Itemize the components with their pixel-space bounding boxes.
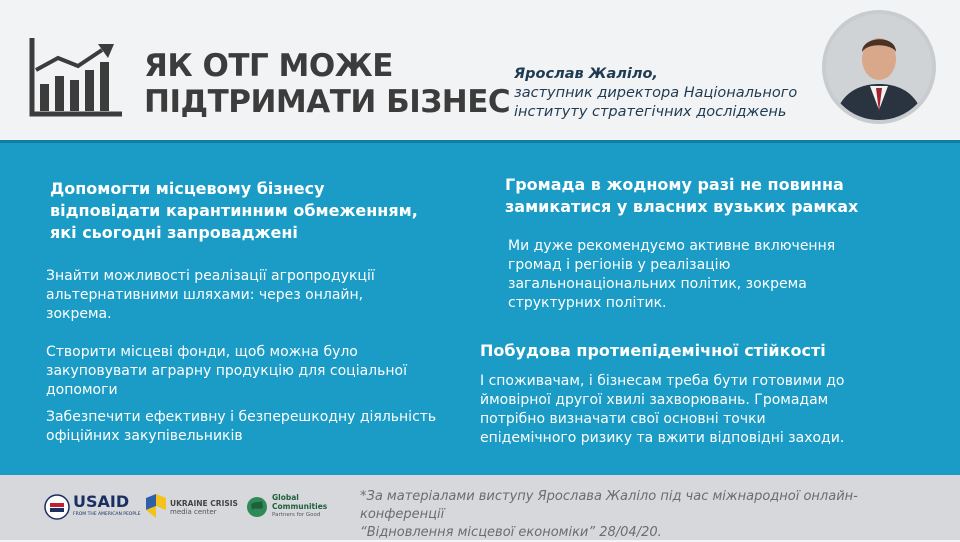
global-communities-logo bbox=[246, 493, 336, 523]
speaker-photo bbox=[822, 10, 936, 124]
usaid-seal-icon bbox=[44, 494, 70, 520]
page-title bbox=[144, 48, 510, 120]
usaid-subtext: FROM THE AMERICAN PEOPLE bbox=[73, 512, 141, 517]
uccm-logo bbox=[146, 494, 238, 522]
left-paragraph-1: Знайти можливості реалізації агропродукції альтернативними шляхами: через онлайн, зокрема. bbox=[46, 268, 375, 322]
left-heading: Допомогти місцевому бізнесу відповідати карантинним обмеженням, які сьогодні запроваджені bbox=[50, 179, 418, 242]
right-paragraph-1: Ми дуже рекомендуємо активне включення громад і регіонів у реалізацію загальнонаціональних політик, зокрема структурних політик. bbox=[508, 238, 836, 311]
speaker-role-2: інституту стратегічних досліджень bbox=[514, 104, 787, 120]
usaid-logo bbox=[44, 492, 141, 522]
gc-text-1: Global bbox=[272, 493, 299, 502]
left-paragraph-2: Створити місцеві фонди, щоб можна було закуповувати аграрну продукцію для соціальної допомоги bbox=[46, 344, 407, 398]
gc-text-2: Communities bbox=[272, 502, 328, 511]
globe-icon bbox=[246, 496, 268, 518]
uccm-shape-icon bbox=[146, 494, 166, 518]
portrait-icon bbox=[826, 14, 932, 120]
right-heading-1: Громада в жодному разі не повинна замикатися у власних вузьких рамках bbox=[505, 175, 859, 216]
growth-chart-icon bbox=[28, 36, 124, 118]
right-paragraph-2: І споживачам, і бізнесам треба бути готовими до ймовірної другої хвилі захворювань. Громадам потрібно визначати свої основні точки епідемічного ризику та вжити відповідні заходи. bbox=[480, 373, 845, 446]
source-note-line-2: “Відновлення місцевої економіки” 28/04/20. bbox=[360, 525, 662, 540]
speaker-role-1: заступник директора Національного bbox=[514, 85, 798, 101]
title-line-1: ЯК ОТГ МОЖЕ bbox=[144, 48, 393, 84]
gc-text-3: Partners for Good bbox=[272, 512, 321, 518]
divider bbox=[0, 140, 960, 143]
speaker-name: Ярослав Жаліло, bbox=[514, 66, 658, 82]
speaker-info bbox=[514, 65, 814, 122]
uccm-text-1: UKRAINE CRISIS bbox=[170, 499, 238, 508]
left-paragraph-3: Забезпечити ефективну і безперешкодну діяльність офіційних закупівельників bbox=[46, 409, 437, 444]
source-note-line-1: *За матеріалами виступу Ярослава Жаліло під час міжнародної онлайн-конференції bbox=[360, 489, 858, 522]
right-heading-2: Побудова протиепідемічної стійкості bbox=[480, 341, 826, 360]
usaid-text: USAID bbox=[73, 492, 130, 511]
source-note bbox=[360, 488, 940, 542]
uccm-text-2: media center bbox=[170, 508, 217, 516]
title-line-2: ПІДТРИМАТИ БІЗНЕС bbox=[144, 84, 511, 120]
